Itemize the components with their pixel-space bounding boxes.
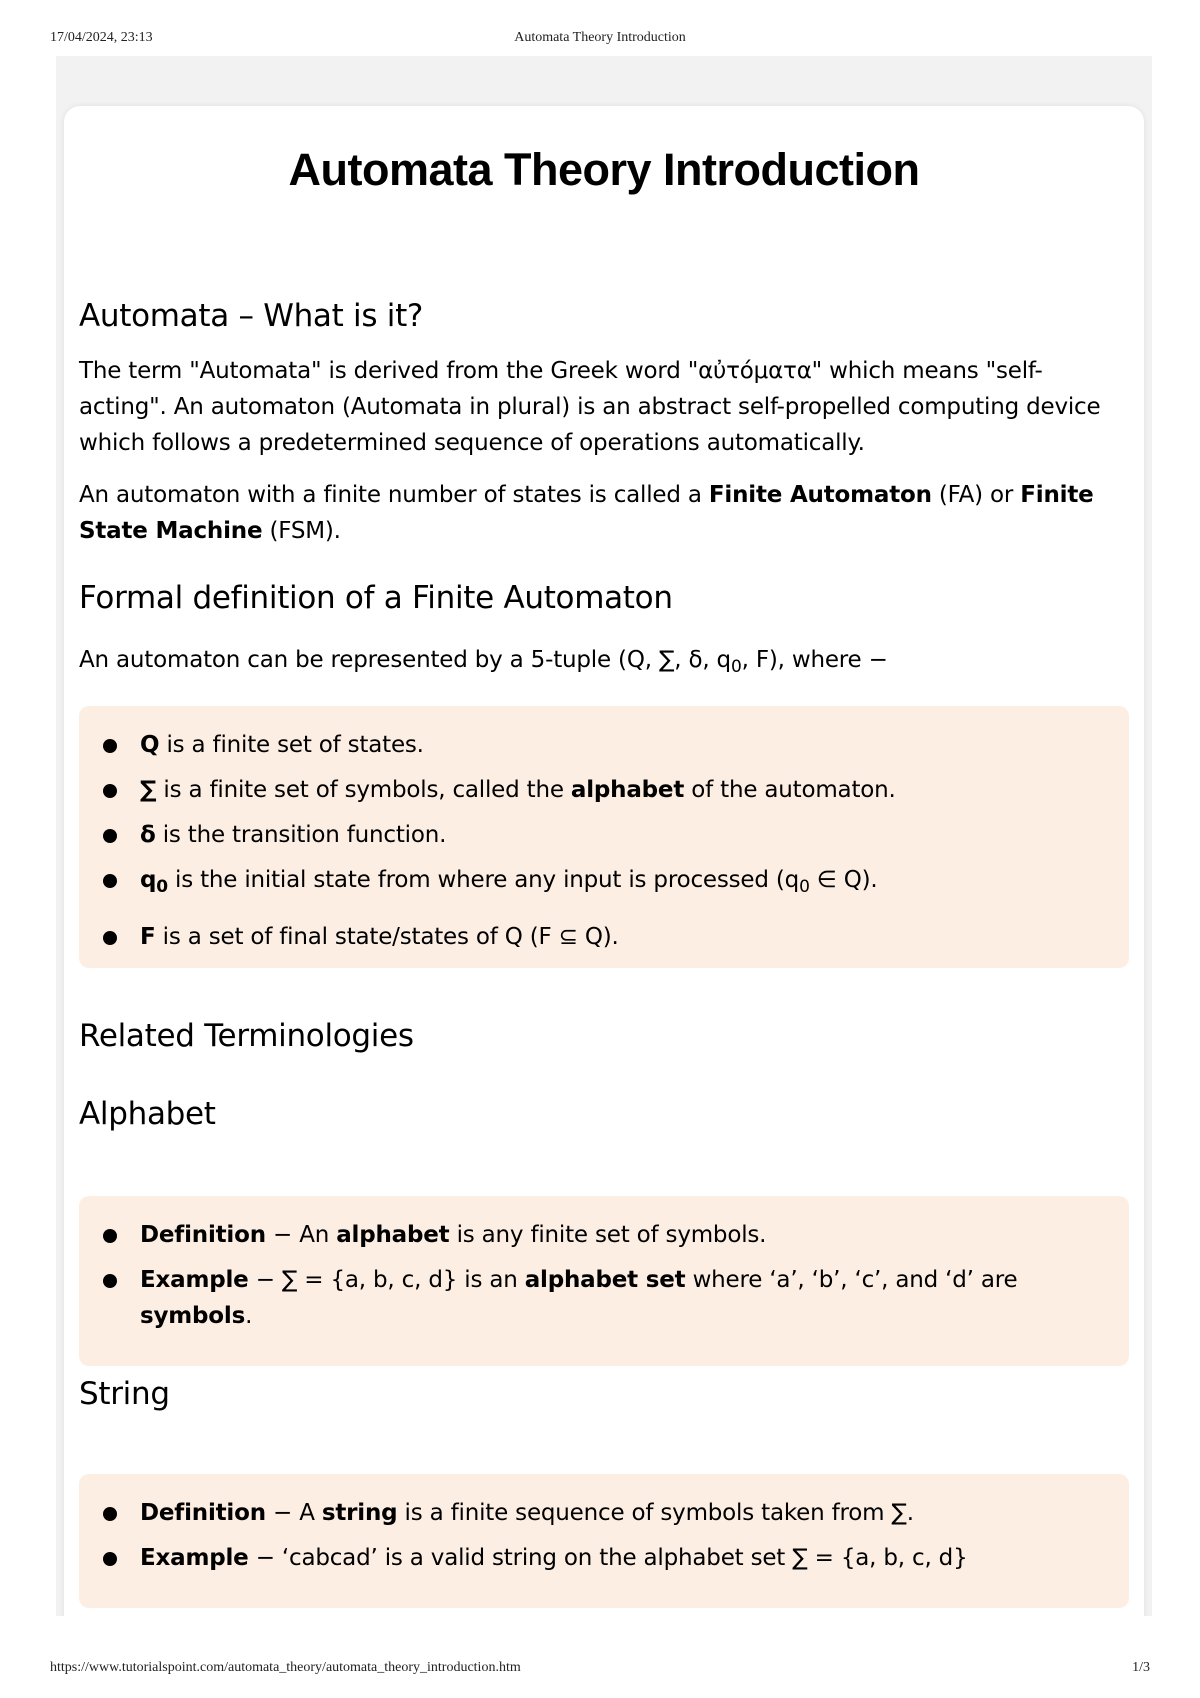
section-heading-related-terminologies: Related Terminologies [79, 1018, 414, 1054]
list-item [79, 919, 1129, 955]
print-page-number: 1/3 [1132, 1660, 1150, 1675]
item-term: Q [140, 732, 160, 758]
p2-suffix: (FSM). [262, 518, 341, 544]
item-term: ∑ [140, 777, 157, 803]
bullet-icon [103, 1507, 117, 1521]
item-term-2: alphabet set [524, 1267, 686, 1293]
paragraph-finite-automaton [79, 477, 1129, 549]
subsection-heading-alphabet: Alphabet [79, 1096, 216, 1132]
p2-prefix: An automaton with a finite number of states is called a [79, 482, 709, 508]
list-item [79, 817, 1129, 853]
print-title: Automata Theory Introduction [514, 30, 686, 45]
item-text-2: ∈ Q). [809, 867, 878, 893]
bullet-icon [103, 1274, 117, 1288]
string-box [79, 1474, 1129, 1608]
article-card [64, 106, 1144, 1616]
paragraph-definition: The term "Automata" is derived from the Greek word "αὐτόματα" which means "self-acting". An automaton (Automata in plural) is an abstract self-propelled computing device which follows a predetermined sequence of operations automatically. [79, 358, 1101, 456]
item-term-2: alphabet [336, 1222, 450, 1248]
item-text-3: . [245, 1303, 253, 1329]
alphabet-box [79, 1196, 1129, 1366]
paragraph-tuple-intro [79, 642, 1129, 685]
bullet-icon [103, 829, 117, 843]
list-item [79, 727, 1129, 763]
list-item [79, 1217, 1129, 1253]
item-term [140, 867, 168, 897]
item-text-2: is a finite sequence of symbols taken from ∑. [397, 1500, 914, 1526]
item-term-3: symbols [140, 1303, 246, 1329]
list-item [79, 1495, 1129, 1531]
print-header [50, 30, 1150, 50]
page-title: Automata Theory Introduction [288, 144, 920, 195]
item-text: is a set of final state/states of Q (F ⊆ Q). [155, 924, 619, 950]
list-item [79, 862, 1129, 905]
tuple-definition-box [79, 706, 1129, 968]
item-term-subscript: 0 [156, 877, 168, 897]
item-text-2: is any finite set of symbols. [449, 1222, 767, 1248]
print-url[interactable]: https://www.tutorialspoint.com/automata_theory/automata_theory_introduction.htm [50, 1660, 521, 1675]
page-frame [56, 56, 1152, 1616]
item-term: Definition [140, 1500, 266, 1526]
item-text: is the transition function. [155, 822, 447, 848]
item-term-base: q [140, 867, 157, 893]
item-term: δ [140, 822, 156, 848]
string-list [79, 1474, 1129, 1576]
print-footer [50, 1660, 1150, 1680]
print-date: 17/04/2024, 23:13 [50, 30, 153, 45]
term-finite-state-machine: Finite State Machine [79, 482, 1094, 544]
bullet-icon [103, 931, 117, 945]
subsection-heading-string: String [79, 1376, 170, 1412]
bullet-icon [103, 739, 117, 753]
item-text: is the initial state from where any input is processed (q [167, 867, 800, 893]
section-heading-what-is-it: Automata – What is it? [79, 298, 424, 334]
item-term-2: alphabet [570, 777, 685, 803]
item-term-2: string [321, 1500, 398, 1526]
item-text-2: of the automaton. [684, 777, 896, 803]
item-text: − An [265, 1222, 337, 1248]
item-term: Definition [140, 1222, 266, 1248]
bullet-icon [103, 1229, 117, 1243]
item-text: is a finite set of states. [159, 732, 424, 758]
bullet-icon [103, 784, 117, 798]
item-subscript: 0 [799, 877, 810, 897]
item-term: Example [140, 1267, 249, 1293]
intro-prefix: An automaton can be represented by a 5-tuple (Q, ∑, δ, q [79, 647, 731, 673]
tuple-list [79, 706, 1129, 955]
section-heading-formal-definition: Formal definition of a Finite Automaton [79, 580, 673, 616]
item-text: − ‘cabcad’ is a valid string on the alphabet set ∑ = {a, b, c, d} [248, 1545, 968, 1571]
item-text: − A [265, 1500, 322, 1526]
p2-mid: (FA) or [931, 482, 1021, 508]
item-text: − ∑ = {a, b, c, d} is an [248, 1267, 525, 1293]
item-text: is a finite set of symbols, called the [156, 777, 571, 803]
list-item [79, 1262, 1129, 1334]
item-term: Example [140, 1545, 249, 1571]
term-finite-automaton: Finite Automaton [708, 482, 932, 508]
bullet-icon [103, 1552, 117, 1566]
list-item [79, 1540, 1129, 1576]
item-term: F [140, 924, 156, 950]
intro-subscript: 0 [730, 657, 742, 677]
list-item [79, 772, 1129, 808]
bullet-icon [103, 874, 117, 888]
item-text-2: where ‘a’, ‘b’, ‘c’, and ‘d’ are [685, 1267, 1018, 1293]
intro-suffix: , F), where − [741, 647, 888, 673]
alphabet-list [79, 1196, 1129, 1334]
